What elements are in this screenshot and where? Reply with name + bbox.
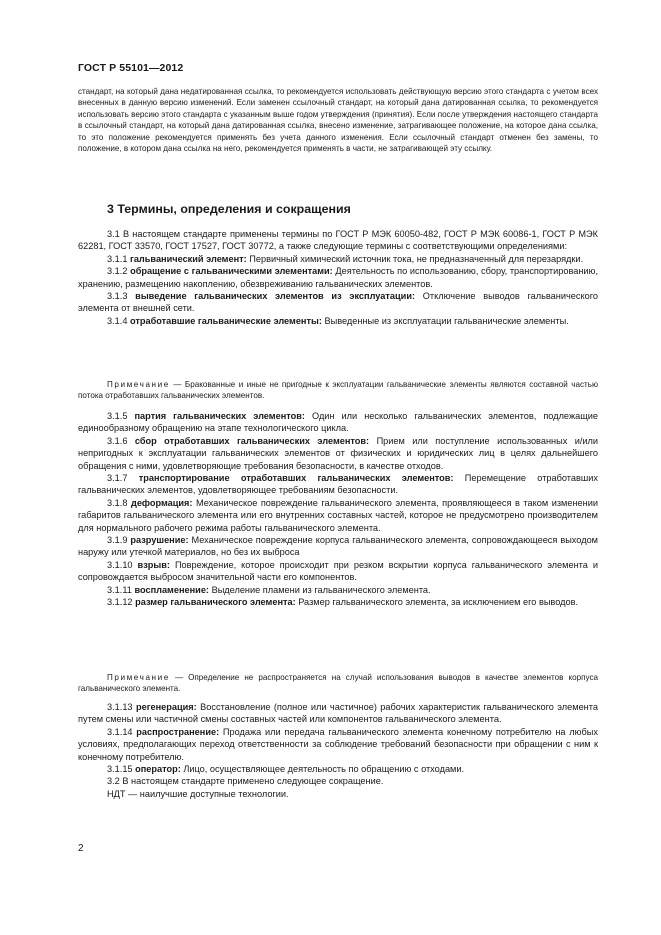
term-name: обращение с гальваническими элементами: (130, 266, 333, 277)
term-name: взрыв: (137, 559, 170, 570)
term-number: 3.1.5 (107, 411, 128, 421)
term-number: 3.1.15 (107, 764, 133, 775)
abbreviation-ndt: НДТ — наилучшие доступные технологии. (107, 788, 289, 799)
term-definition: Деятельность по использованию, сбору, транспортированию, хранению, размещению накоплению, обезвреживанию гальванических элементов. (78, 266, 599, 289)
term-3-1-2 (78, 265, 598, 290)
term-3-1-4 (78, 315, 598, 327)
term-number: 3.1.7 (107, 473, 128, 484)
term-number: 3.1.2 (107, 266, 128, 277)
term-3-1-5 (78, 410, 598, 435)
term-3-1-15 (78, 763, 598, 775)
term-3-1-9 (78, 534, 598, 559)
term-definition: Размер гальванического элемента, за исключением его выводов. (298, 597, 579, 608)
term-name: воспламенение: (134, 584, 209, 595)
term-name: деформация: (130, 497, 193, 508)
terms-block-1 (78, 228, 598, 327)
term-number: 3.1.4 (107, 315, 128, 326)
note-label: Примечание (107, 380, 170, 389)
term-name: выведение гальванических элементов из эксплуатации: (135, 291, 416, 302)
term-name: сбор отработавших гальванических элементов: (134, 435, 370, 446)
term-definition: Выделение пламени из гальванического элемента. (211, 584, 431, 595)
note-label: Примечание (107, 673, 170, 682)
clause-3-2: 3.2 В настоящем стандарте применено следующее сокращение. (107, 776, 384, 787)
term-name: оператор: (135, 764, 181, 775)
term-3-1-13 (78, 701, 598, 726)
section-3 (78, 202, 598, 216)
intro-block (78, 86, 598, 154)
term-definition: Механическое повреждение корпуса гальванического элемента, сопровождающееся выходом наружу или утечкой материалов, но без их выброса (78, 535, 598, 558)
term-3-1-7 (78, 472, 598, 497)
term-definition: Перемещение отработавших гальванических элементов, удовлетворяющее требованиям безопасности. (78, 473, 598, 496)
term-name: размер гальванического элемента: (135, 597, 296, 608)
term-3-1-11 (78, 584, 598, 596)
document-header: ГОСТ Р 55101—2012 (78, 62, 184, 74)
term-3-1-6 (78, 435, 598, 472)
note-text: — Определение не распространяется на случай использования выводов в качестве элементов корпуса гальванического элемента. (78, 673, 599, 694)
intro-paragraph: стандарт, на который дана недатированная ссылка, то рекомендуется использовать действующую версию этого стандарта с учетом всех внесенных в данную версию изменений. Если заменен ссылочный стандарт, на который дана датированная ссылка, то рекомендуется использовать версию этого стандарта с указанным выше годом утверждения (принятия). Если после утверждения настоящего стандарта в ссылочный стандарт, на который дана датированная ссылка, внесено изменение, затрагивающее положение, на которое дана ссылка, то это положение рекомендуется применять без учета данного изменения. Если ссылочный стандарт отменен без замены, то положение, в котором дана ссылка на него, рекомендуется применять в части, не затрагивающей эту ссылку. (78, 87, 598, 154)
term-name: регенерация: (135, 702, 197, 712)
term-number: 3.1.6 (107, 435, 128, 446)
note-1 (78, 379, 598, 402)
note-text: — Бракованные и иные не пригодные к эксплуатации гальванические элементы являются составной частью потока отработавших гальванических элементов. (78, 380, 599, 401)
term-3-1-8 (78, 497, 598, 534)
clause-3-1: 3.1 В настоящем стандарте применены термины по ГОСТ Р МЭК 60050-482, ГОСТ Р МЭК 60086-1, ГОСТ Р МЭК 62281, ГОСТ 33570, ГОСТ 17527, ГОСТ 30772, а также следующие термины с соответствующими определениями: (78, 229, 598, 252)
term-name: гальванический элемент: (130, 253, 247, 264)
term-definition: Повреждение, которое происходит при резком вскрытии корпуса гальванического элемента и сопровождается выбросом значительной части его компонентов. (78, 559, 598, 583)
term-3-1-10 (78, 559, 598, 584)
term-3-1-1 (78, 253, 598, 265)
term-number: 3.1.9 (107, 535, 128, 546)
term-definition: Восстановление (полное или частичное) рабочих характеристик гальванического элемента путем смены или частичной смены составных частей или компонентов гальванического элемента. (78, 702, 598, 725)
term-name: распространение: (136, 726, 220, 737)
terms-block-3 (78, 701, 598, 800)
term-3-1-12 (78, 596, 598, 608)
term-definition: Прием или поступление использованных и/или непригодных к эксплуатации гальванических элементов от физических и юридических лиц в целях дальнейшего обращения с ними, удовлетворяющие требования безопасности, в качестве отходов. (78, 435, 599, 471)
term-definition: Выведенные из эксплуатации гальванические элементы. (324, 315, 569, 326)
term-3-1-3 (78, 290, 598, 315)
term-name: отработавшие гальванические элементы: (130, 315, 322, 326)
term-number: 3.1.11 (107, 584, 132, 595)
term-definition: Продажа или передача гальванического элемента конечному потребителю на любых условиях, предполагающих переход ответственности за соблюдение требований безопасности при обращении с ним к конечному потребителю. (78, 726, 598, 762)
term-definition: Первичный химический источник тока, не предназначенный для перезарядки. (249, 253, 584, 264)
term-number: 3.1.10 (107, 559, 133, 570)
term-name: разрушение: (130, 535, 189, 546)
term-number: 3.1.3 (107, 291, 128, 302)
term-number: 3.1.12 (107, 597, 133, 608)
term-3-1-14 (78, 726, 598, 763)
terms-block-2 (78, 410, 598, 609)
term-number: 3.1.13 (107, 702, 133, 712)
note-2 (78, 672, 598, 695)
term-definition: Лицо, осуществляющее деятельность по обращению с отходами. (183, 764, 465, 775)
term-number: 3.1.14 (107, 726, 133, 737)
term-definition: Механическое повреждение гальванического элемента, проявляющееся в таком изменении габаритов гальванического элемента или его внутренних составных частей, которое не предусмотрено производителем для нормального рабочего режима работы гальванического элемента. (78, 497, 598, 533)
term-name: транспортирование отработавших гальванических элементов: (138, 473, 454, 484)
term-number: 3.1.8 (107, 497, 128, 508)
term-number: 3.1.1 (107, 253, 128, 264)
page-number: 2 (78, 843, 84, 854)
section-title: 3 Термины, определения и сокращения (107, 202, 351, 216)
term-name: партия гальванических элементов: (134, 411, 305, 421)
term-definition: Отключение выводов гальванического элемента от внешней сети. (78, 291, 598, 314)
term-definition: Один или несколько гальванических элементов, подлежащие единообразному обращению на этапе технологического цикла. (78, 411, 598, 434)
